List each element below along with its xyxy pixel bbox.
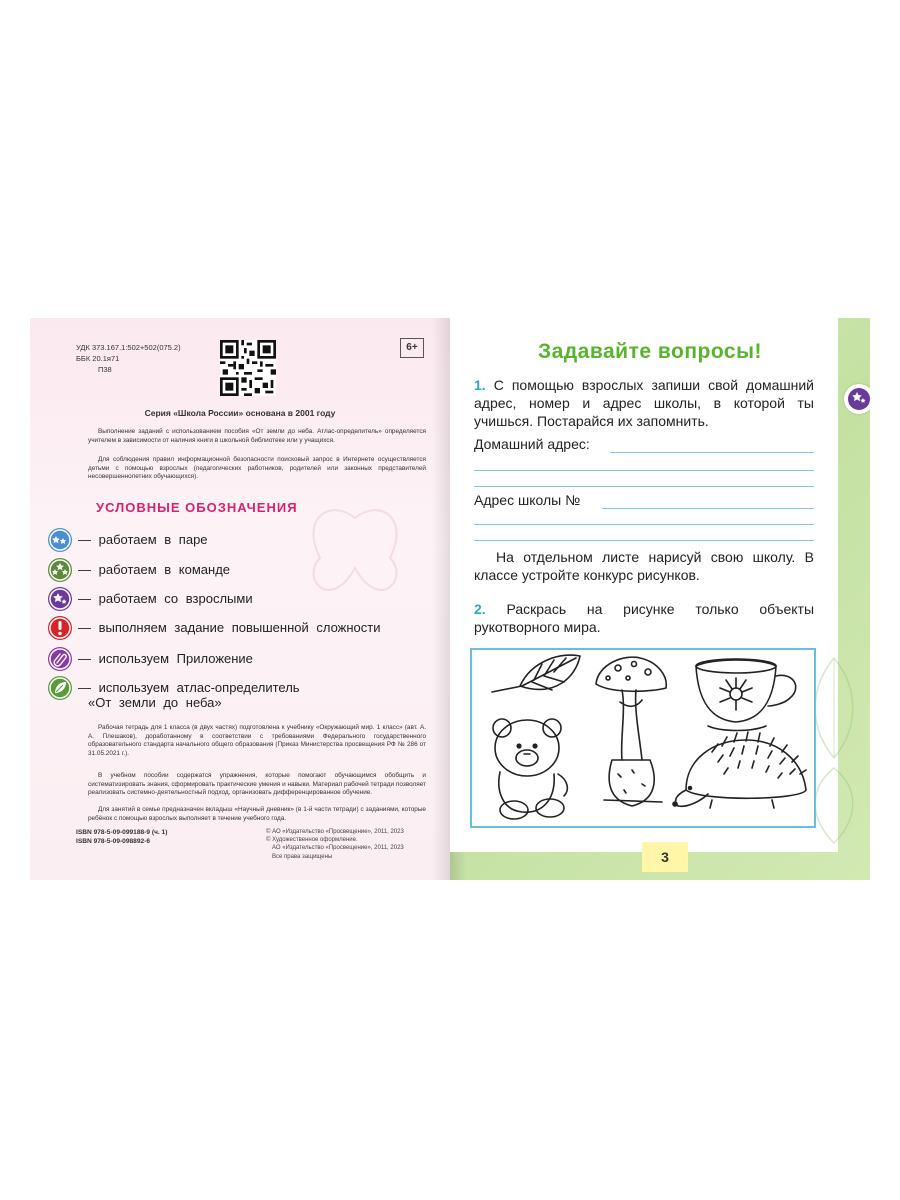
adults-work-icon (844, 384, 870, 414)
intro-paragraph: Выполнение заданий с использованием пособия «От земли до неба. Атлас-определитель» определяется учителем в зависимости от наличия книги в школьной библиотеке или у учащихся. (88, 428, 426, 444)
task-text: С помощью взрослых запиши свой домашний адрес, номер и адрес школы, в которой ты учишься. Постарайся их запомнить. (474, 377, 814, 429)
copyright-line: © Художественное оформление. (266, 837, 358, 844)
school-address-line[interactable] (602, 508, 814, 509)
series-line: Серия «Школа России» основана в 2001 году (144, 408, 336, 418)
left-page (30, 318, 450, 880)
content-description: В учебном пособии содержатся упражнения, которые помогают обучающимся обобщить и систематизировать знания, сформировать практические умения и навыки. Материал рабочей тетради позволяет реализовать системно-деятельностный подход, организовать дифференцированное обучение. (88, 772, 426, 797)
legend-item-atlas (48, 676, 300, 710)
mushroom-icon[interactable] (596, 657, 666, 806)
legend-text: — работаем со взрослыми (78, 591, 253, 606)
task-number: 2. (474, 601, 486, 617)
legend-item-adults (48, 587, 253, 611)
legend-item-pair (48, 528, 208, 552)
udk-block (76, 342, 181, 375)
legend-text-line: — используем атлас-определитель (78, 680, 300, 695)
school-address-label: Адрес школы № (474, 492, 581, 508)
isbn-line: ISBN 978-5-09-098892-6 (76, 838, 151, 845)
open-workbook (30, 318, 870, 880)
coloring-picture[interactable] (470, 648, 816, 828)
family-insert-note: Для занятий в семье предназначен вкладыш «Научный дневник» (в 1-й части тетради) с заданиями, которые ребёнок с помощью взрослых выполняет в течение учебного года. (88, 806, 426, 822)
teacup-icon[interactable] (696, 659, 796, 731)
task-1-drawing (474, 548, 814, 584)
legend-text (78, 676, 300, 710)
workbook-description: Рабочая тетрадь для 1 класса (в двух частях) подготовлена к учебнику «Окружающий мир. 1 класс» (авт. А. А. Плешаков), доработанному в соответствии с требованиями Федерального государственного образовательного стандарта начального общего образования (Приказ Министерства просвещения РФ № 286 от 31.05.2021 г.). (88, 724, 426, 757)
appendix-icon (48, 647, 72, 671)
team-work-icon (48, 558, 72, 582)
coloring-drawing[interactable] (472, 650, 814, 826)
safety-paragraph: Для соблюдения правил информационной безопасности поисковый запрос в Интернете осуществляется детьми с помощью взрослых (педагогических работников, родителей или законных представителей несовершеннолетних обучающихся). (88, 456, 426, 481)
home-address-line[interactable] (474, 470, 814, 471)
author-code: П38 (98, 365, 112, 374)
butterfly-watermark-icon (300, 498, 410, 618)
birch-leaf-icon[interactable] (492, 655, 580, 692)
legend-item-team (48, 558, 230, 582)
copyright-line: АО «Издательство «Просвещение», 2011, 2023 (272, 845, 404, 852)
task-1 (474, 376, 814, 430)
legend-text: — работаем в команде (78, 562, 231, 577)
pair-work-icon (48, 528, 72, 552)
legend-text: — используем Приложение (78, 651, 253, 666)
atlas-icon (48, 676, 72, 700)
copyright-line: Все права защищены (272, 853, 333, 860)
bbk-line: ББК 20.1я71 (76, 354, 120, 363)
school-address-line[interactable] (474, 540, 814, 541)
hard-task-icon (48, 616, 72, 640)
home-address-line[interactable] (474, 486, 814, 487)
adults-work-icon (48, 587, 72, 611)
task-number: 1. (474, 377, 486, 393)
page-title: Задавайте вопросы! (538, 340, 762, 363)
legend-text: — работаем в паре (78, 532, 208, 547)
hedgehog-icon[interactable] (673, 732, 806, 808)
school-address-line[interactable] (474, 524, 814, 525)
udk-line: УДК 373.167.1:502+502(075.2) (76, 343, 181, 352)
legend-item-hard (48, 616, 381, 640)
age-rating-badge: 6+ (400, 338, 424, 358)
task-text: Раскрась на рисунке только объекты рукотворного мира. (474, 601, 815, 635)
teddy-bear-icon[interactable] (493, 719, 567, 819)
page-number: 3 (642, 842, 688, 872)
legend-text: — выполняем задание повышенной сложности (78, 620, 381, 635)
task-text: На отдельном листе нарисуй свою школу. В классе устройте конкурс рисунков. (474, 549, 814, 583)
task-2 (474, 600, 814, 636)
legend-title: УСЛОВНЫЕ ОБОЗНАЧЕНИЯ (96, 500, 298, 515)
qr-code[interactable] (220, 340, 276, 396)
legend-item-appendix (48, 647, 253, 671)
legend-text-line: «От земли до неба» (88, 695, 222, 710)
isbn-block (76, 828, 167, 846)
home-address-label: Домашний адрес: (474, 436, 590, 452)
copyright-line: © АО «Издательство «Просвещение», 2011, 2023 (266, 829, 404, 835)
home-address-line[interactable] (610, 452, 814, 453)
copyright-block (266, 828, 404, 861)
right-page (450, 318, 870, 880)
isbn-line: ISBN 978-5-09-099188-9 (ч. 1) (76, 829, 168, 836)
